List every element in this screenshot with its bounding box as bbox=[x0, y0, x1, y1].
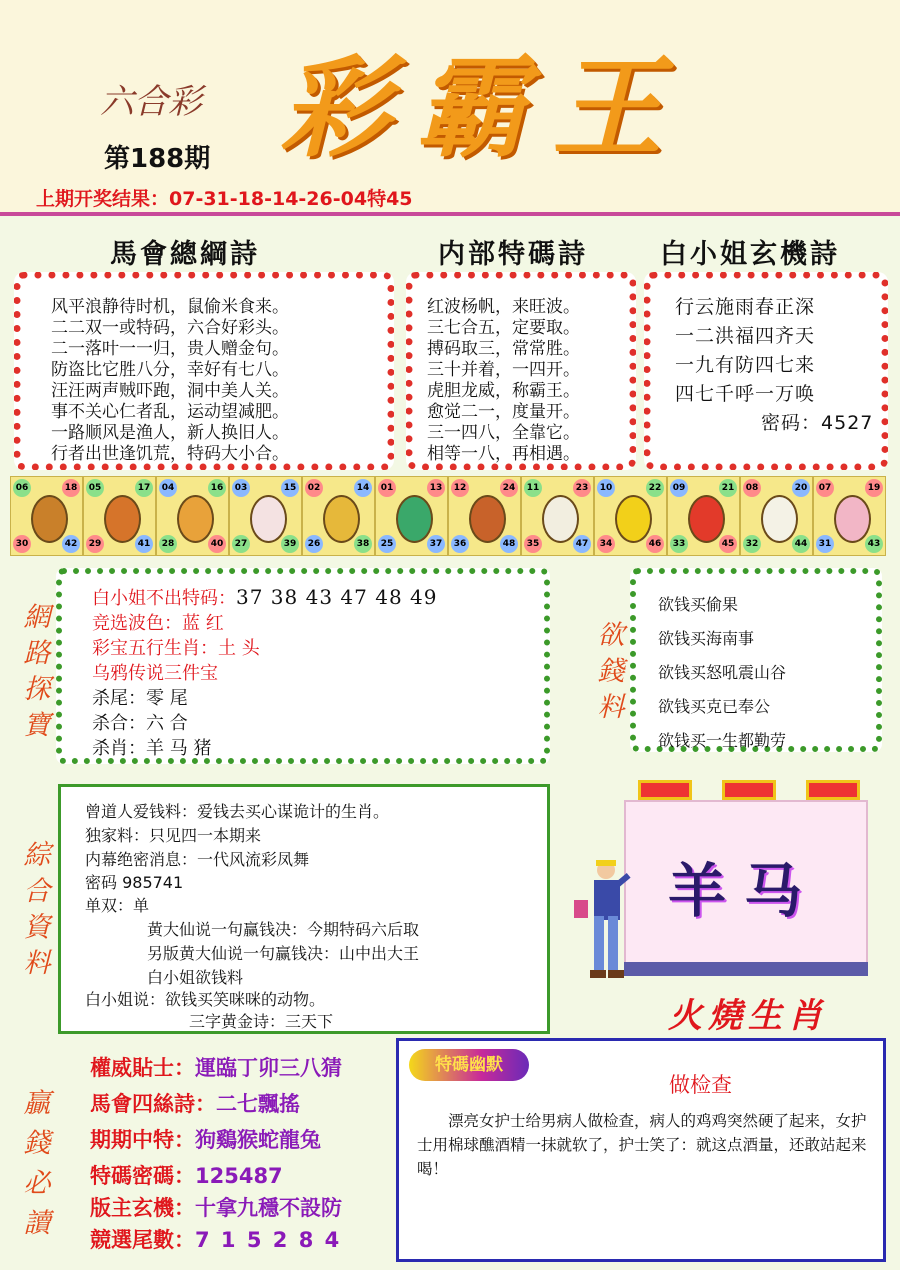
zodiac-number-ball: 47 bbox=[573, 535, 591, 553]
info-line: 另版黄大仙说一句赢钱决：山中出大王 bbox=[147, 944, 420, 963]
lamp-icon bbox=[722, 780, 776, 800]
rat-icon bbox=[31, 495, 68, 543]
zodiac-cell-dog bbox=[740, 476, 813, 556]
tip-row: 權威貼士：運臨丁卯三八猜 bbox=[90, 1056, 342, 1080]
network-probe-box bbox=[56, 568, 550, 764]
want-money-side-label: 欲錢料 bbox=[597, 620, 625, 723]
zodiac-cell-monkey bbox=[594, 476, 667, 556]
zodiac-number-ball: 27 bbox=[232, 535, 250, 553]
pig-icon bbox=[834, 495, 871, 543]
mystic-poem-lines bbox=[675, 293, 873, 438]
zodiac-number-ball: 30 bbox=[13, 535, 31, 553]
zodiac-number-ball: 12 bbox=[451, 479, 469, 497]
zodiac-number-ball: 48 bbox=[500, 535, 518, 553]
zodiac-number-ball: 05 bbox=[86, 479, 104, 497]
poem-line: 一九有防四七来 bbox=[675, 354, 816, 376]
zodiac-number-ball: 03 bbox=[232, 479, 250, 497]
zodiac-number-strip bbox=[10, 476, 890, 556]
last-draw-result: 上期开奖结果：07-31-18-14-26-04特45 bbox=[36, 188, 413, 210]
poem-line: 虎胆龙威，称霸王。 bbox=[427, 381, 580, 401]
zodiac-number-ball: 25 bbox=[378, 535, 396, 553]
dragon-icon bbox=[323, 495, 360, 543]
zodiac-number-ball: 41 bbox=[135, 535, 153, 553]
zodiac-number-ball: 28 bbox=[159, 535, 177, 553]
zodiac-number-ball: 29 bbox=[86, 535, 104, 553]
mystic-code-row bbox=[761, 409, 873, 438]
zodiac-number-ball: 16 bbox=[208, 479, 226, 497]
net-line-kill-combo: 杀合：六 合 bbox=[92, 713, 188, 734]
poem-line: 三七合五，定要取。 bbox=[427, 318, 580, 338]
want-item: 欲钱买偷果 bbox=[658, 595, 739, 614]
info-line: 独家料：只见四一本期来 bbox=[85, 826, 262, 845]
zodiac-number-ball: 26 bbox=[305, 535, 323, 553]
poem-line: 四七千呼一万唤 bbox=[675, 383, 816, 405]
want-item: 欲钱买怒吼震山谷 bbox=[658, 663, 787, 682]
zodiac-number-ball: 45 bbox=[719, 535, 737, 553]
outline-poem-box bbox=[14, 272, 394, 470]
poem-line: 一二洪福四齐天 bbox=[675, 325, 816, 347]
zodiac-number-ball: 17 bbox=[135, 479, 153, 497]
poem-line: 二一落叶一一归，贵人赠金句。 bbox=[51, 339, 289, 359]
tip-row: 競選尾數：7 1 5 2 8 4 bbox=[90, 1228, 342, 1252]
zodiac-number-ball: 20 bbox=[792, 479, 810, 497]
poem-line: 事不关心仁者乱，运动望减肥。 bbox=[51, 402, 289, 422]
zodiac-number-ball: 36 bbox=[451, 535, 469, 553]
zodiac-cell-pig bbox=[813, 476, 886, 556]
want-money-box bbox=[630, 568, 882, 752]
zodiac-number-ball: 15 bbox=[281, 479, 299, 497]
zodiac-cell-tiger bbox=[156, 476, 229, 556]
net-line-not-special: 白小姐不出特码：37 38 43 47 48 49 bbox=[92, 585, 438, 609]
tip-row: 版主玄機：十拿九穩不設防 bbox=[90, 1196, 342, 1220]
zodiac-number-ball: 38 bbox=[354, 535, 372, 553]
zodiac-cell-horse bbox=[448, 476, 521, 556]
humor-box bbox=[396, 1038, 886, 1262]
painter-icon bbox=[572, 856, 632, 986]
info-line: 白小姐说：欲钱买笑咪咪的动物。 bbox=[85, 990, 326, 1009]
poem-line: 风平浪静待时机，鼠偷米食来。 bbox=[51, 297, 289, 317]
rooster-icon bbox=[688, 495, 725, 543]
network-probe-side-label: 網路探寶 bbox=[23, 602, 51, 741]
billboard-words: 羊马 bbox=[668, 857, 821, 925]
net-line-five-elements: 彩宝五行生肖：土 头 bbox=[92, 638, 260, 659]
zodiac-cell-rat bbox=[10, 476, 83, 556]
poem-line: 搏码取三，常常胜。 bbox=[427, 339, 580, 359]
zodiac-number-ball: 18 bbox=[62, 479, 80, 497]
zodiac-cell-ox bbox=[83, 476, 156, 556]
main-title: 彩霸王 bbox=[280, 43, 688, 172]
poem-line: 行云施雨春正深 bbox=[675, 296, 816, 318]
monkey-icon bbox=[615, 495, 652, 543]
poem-line: 三一四八，全靠它。 bbox=[427, 423, 580, 443]
tip-row: 馬會四絲詩：二七飄搖 bbox=[90, 1092, 300, 1116]
zodiac-number-ball: 06 bbox=[13, 479, 31, 497]
zodiac-number-ball: 37 bbox=[427, 535, 445, 553]
zodiac-number-ball: 01 bbox=[378, 479, 396, 497]
goat-icon bbox=[542, 495, 579, 543]
zodiac-cell-rooster bbox=[667, 476, 740, 556]
inner-code-poem-lines bbox=[427, 297, 580, 465]
ox-icon bbox=[104, 495, 141, 543]
rabbit-icon bbox=[250, 495, 287, 543]
snake-icon bbox=[396, 495, 433, 543]
poem-line: 三十并着，一四开。 bbox=[427, 360, 580, 380]
zodiac-number-ball: 13 bbox=[427, 479, 445, 497]
zodiac-number-ball: 19 bbox=[865, 479, 883, 497]
info-line: 密码 985741 bbox=[85, 873, 184, 892]
poem-line: 一路顺风是渔人，新人换旧人。 bbox=[51, 423, 289, 443]
net-line-kill-zodiac: 杀肖：羊 马 猪 bbox=[92, 738, 212, 759]
poem-line: 汪汪两声贼吓跑，洞中美人关。 bbox=[51, 381, 289, 401]
poem-line: 行者出世逢饥荒，特码大小合。 bbox=[51, 444, 289, 464]
general-info-side-label: 綜合資料 bbox=[23, 840, 51, 979]
billboard-illustration bbox=[624, 800, 868, 976]
info-line: 黄大仙说一句赢钱决：今期特码六后取 bbox=[147, 920, 420, 939]
poem-line: 红波杨帆，来旺波。 bbox=[427, 297, 580, 317]
mystic-code-value: 4527 bbox=[821, 412, 874, 434]
header-divider bbox=[0, 212, 900, 216]
must-read-side-label: 贏錢必讀 bbox=[23, 1088, 51, 1239]
want-item: 欲钱买克已奉公 bbox=[658, 697, 771, 716]
mystic-code-label: 密码： bbox=[761, 412, 822, 434]
zodiac-number-ball: 23 bbox=[573, 479, 591, 497]
outline-poem-lines bbox=[51, 297, 289, 465]
zodiac-number-ball: 31 bbox=[816, 535, 834, 553]
humor-badge: 特碼幽默 bbox=[409, 1049, 529, 1081]
zodiac-number-ball: 11 bbox=[524, 479, 542, 497]
info-line: 白小姐欲钱料 bbox=[147, 968, 244, 987]
zodiac-number-ball: 04 bbox=[159, 479, 177, 497]
humor-title: 做检查 bbox=[669, 1073, 732, 1097]
zodiac-number-ball: 46 bbox=[646, 535, 664, 553]
zodiac-number-ball: 33 bbox=[670, 535, 688, 553]
zodiac-number-ball: 22 bbox=[646, 479, 664, 497]
tip-row: 特碼密碼：125487 bbox=[90, 1164, 283, 1188]
want-item: 欲钱买海南事 bbox=[658, 629, 755, 648]
fire-zodiac-caption: 火燒生肖 bbox=[668, 996, 828, 1036]
outline-poem-title: 馬會總綱詩 bbox=[110, 239, 260, 270]
zodiac-cell-goat bbox=[521, 476, 594, 556]
inner-code-poem-title: 内部特碼詩 bbox=[438, 239, 588, 270]
horse-icon bbox=[469, 495, 506, 543]
issue-number: 第188期 bbox=[104, 144, 211, 174]
zodiac-number-ball: 07 bbox=[816, 479, 834, 497]
inner-code-poem-box bbox=[406, 272, 636, 470]
info-line: 三字黄金诗：三天下 bbox=[189, 1012, 334, 1031]
general-info-box bbox=[58, 784, 550, 1034]
mystic-poem-title: 白小姐玄機詩 bbox=[660, 239, 840, 270]
zodiac-number-ball: 09 bbox=[670, 479, 688, 497]
net-line-wave-color: 竞选波色：蓝 红 bbox=[92, 613, 224, 634]
zodiac-number-ball: 02 bbox=[305, 479, 323, 497]
zodiac-number-ball: 21 bbox=[719, 479, 737, 497]
zodiac-number-ball: 42 bbox=[62, 535, 80, 553]
zodiac-number-ball: 44 bbox=[792, 535, 810, 553]
mystic-poem-box bbox=[644, 272, 888, 470]
zodiac-number-ball: 10 bbox=[597, 479, 615, 497]
zodiac-cell-rabbit bbox=[229, 476, 302, 556]
want-item: 欲钱买一生都勤劳 bbox=[658, 731, 787, 750]
lottery-name: 六合彩 bbox=[100, 82, 202, 122]
zodiac-number-ball: 40 bbox=[208, 535, 226, 553]
info-line: 内幕绝密消息：一代风流彩凤舞 bbox=[85, 850, 310, 869]
poem-line: 相等一八，再相遇。 bbox=[427, 444, 580, 464]
lamp-icon bbox=[638, 780, 692, 800]
zodiac-number-ball: 24 bbox=[500, 479, 518, 497]
info-line: 曾道人爱钱料：爱钱去买心谋诡计的生肖。 bbox=[85, 802, 390, 821]
zodiac-number-ball: 43 bbox=[865, 535, 883, 553]
zodiac-cell-dragon bbox=[302, 476, 375, 556]
zodiac-number-ball: 14 bbox=[354, 479, 372, 497]
info-line: 单双：单 bbox=[85, 896, 150, 915]
zodiac-number-ball: 08 bbox=[743, 479, 761, 497]
poem-line: 二二双一或特码，六合好彩头。 bbox=[51, 318, 289, 338]
poem-line: 防盗比它胜八分，幸好有七八。 bbox=[51, 360, 289, 380]
tiger-icon bbox=[177, 495, 214, 543]
lamp-icon bbox=[806, 780, 860, 800]
tip-row: 期期中特：狗鷄猴蛇龍兔 bbox=[90, 1128, 321, 1152]
net-line-kill-tail: 杀尾：零 尾 bbox=[92, 688, 188, 709]
poem-line: 愈觉二一，度量开。 bbox=[427, 402, 580, 422]
zodiac-number-ball: 34 bbox=[597, 535, 615, 553]
net-line-crow-legend: 乌鸦传说三件宝 bbox=[92, 663, 218, 684]
dog-icon bbox=[761, 495, 798, 543]
humor-text: 漂亮女护士给男病人做检查，病人的鸡鸡突然硬了起来，女护士用棉球醮酒精一抹就软了，护士笑了：就这点酒量，还敢站起来喝！ bbox=[417, 1112, 867, 1178]
zodiac-number-ball: 35 bbox=[524, 535, 542, 553]
zodiac-number-ball: 39 bbox=[281, 535, 299, 553]
billboard-base bbox=[624, 962, 868, 976]
zodiac-number-ball: 32 bbox=[743, 535, 761, 553]
zodiac-cell-snake bbox=[375, 476, 448, 556]
